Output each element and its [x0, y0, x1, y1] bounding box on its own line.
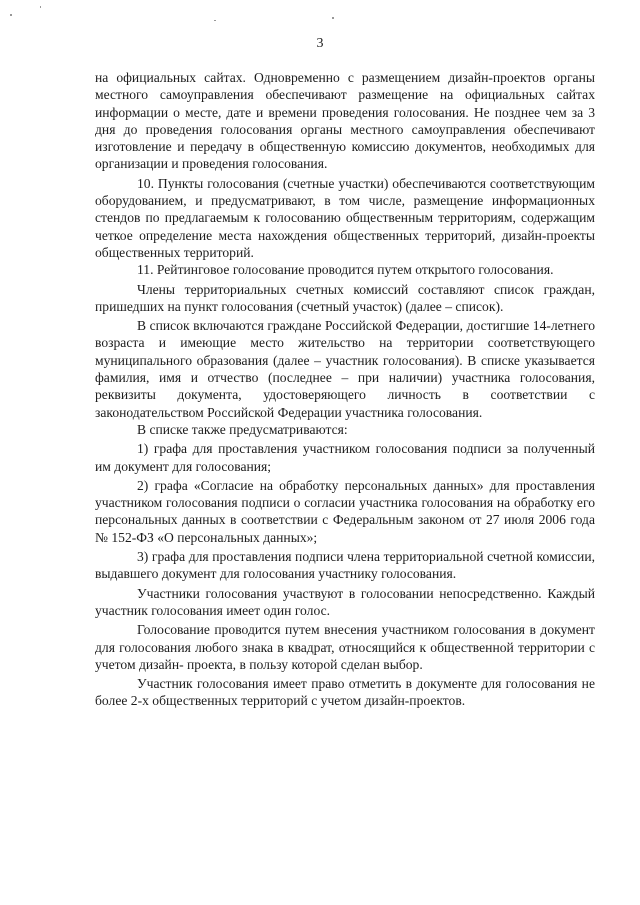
paragraph: 1) графа для проставления участником голосования подписи за полученный им документ для голосования; — [95, 441, 595, 474]
scan-speck — [214, 20, 216, 21]
paragraph: 10. Пункты голосования (счетные участки) обеспечиваются соответствующим оборудованием, и предусматривают, в том числе, размещение информационных стендов по предлагаемым к голосованию общественным территориям, содержащим четкое определение места нахождения общественных территорий, дизайн-проекты общественных территорий. — [95, 175, 595, 260]
paragraph: на официальных сайтах. Одновременно с размещением дизайн-проектов органы местного самоуправления обеспечивают размещение на официальных сайтах информации о месте, дате и времени проведения голосования. Не позднее чем за 3 дня до проведения голосования органы местного самоуправления обеспечивают изготовление и передачу в общественную комиссию документов, необходимых для организации и проведения голосования. — [95, 70, 595, 172]
paragraph: Члены территориальных счетных комиссий составляют список граждан, пришедших на пункт голосования (счетный участок) (далее – список). — [95, 281, 595, 314]
paragraph: Голосование проводится путем внесения участником голосования в документ для голосования любого знака в квадрат, относящийся к общественной территории с учетом дизайн- проекта, в пользу которой сделан выбор. — [95, 622, 595, 672]
paragraph: 3) графа для проставления подписи члена территориальной счетной комиссии, выдавшего документ для голосования участнику голосования. — [95, 549, 595, 582]
paragraph: Участник голосования имеет право отметить в документе для голосования не более 2-х общественных территорий с учетом дизайн-проектов. — [95, 676, 595, 709]
page-number: 3 — [316, 36, 324, 51]
paragraph: Участники голосования участвуют в голосовании непосредственно. Каждый участник голосования имеет один голос. — [95, 585, 595, 618]
paragraph: 2) графа «Согласие на обработку персональных данных» для проставления участником голосования подписи о согласии участника голосования на обработку его персональных данных в соответствии с Федеральным законом от 27 июля 2006 года № 152-ФЗ «О персональных данных»; — [95, 477, 595, 545]
scan-speck — [332, 17, 334, 19]
scan-speck — [40, 6, 41, 8]
paragraph: В списке также предусматриваются: — [137, 421, 348, 437]
scan-speck — [10, 14, 12, 16]
paragraph: 11. Рейтинговое голосование проводится путем открытого голосования. — [137, 262, 554, 278]
body-text — [95, 69, 595, 710]
paragraph: В список включаются граждане Российской Федерации, достигшие 14-летнего возраста и имеющие место жительство на территории соответствующего муниципального образования (далее – участник голосования). В списке указывается фамилия, имя и отчество (последнее – при наличии) участника голосования, реквизиты документа, удостоверяющего личность в соответствии с законодательством Российской Федерации участника голосования. — [95, 318, 595, 420]
